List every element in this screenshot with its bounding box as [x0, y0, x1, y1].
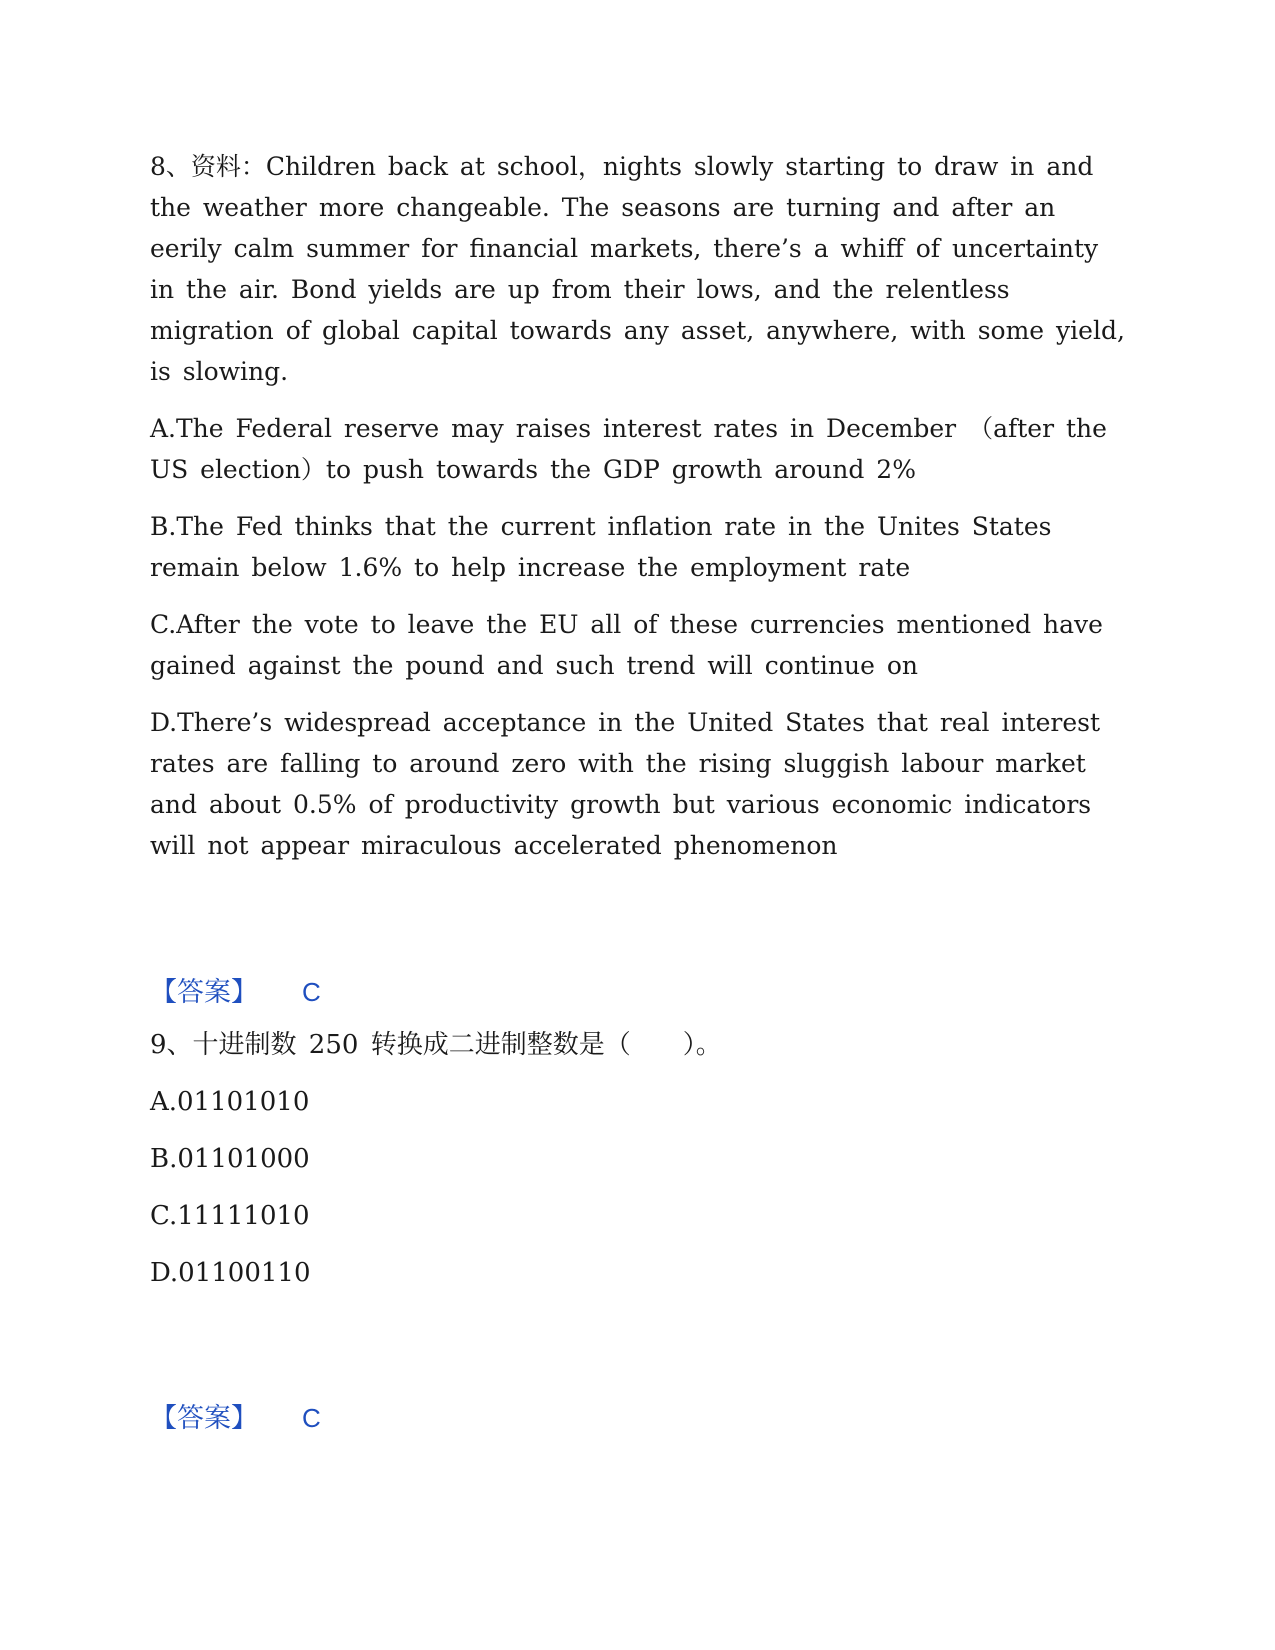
question-8-option-c: C.After the vote to leave the EU all of these currencies mentioned have gained against the pound and such trend will continue on [150, 610, 1103, 680]
answer-label: 【答案】 [150, 1403, 258, 1434]
question-8-option-b: B.The Fed thinks that the current inflation rate in the Unites States remain below 1.6% to help increase the employment rate [150, 512, 1052, 582]
document-page [150, 146, 1130, 1439]
question-8-stem: 8、资料：Children back at school，nights slowly starting to draw in and the weather more changeable. The seasons are turning and after an eerily calm summer for financial markets, there’s a whiff of uncertainty in the air. Bond yields are up from their lows, and the relentless migration of global capital towards any asset, anywhere, with some yield, is slowing. [150, 152, 1125, 386]
question-8 [150, 146, 1130, 1013]
question-9-option-d: D.01100110 [150, 1258, 311, 1288]
question-9-answer [150, 1398, 1130, 1439]
question-8-answer [150, 972, 1130, 1013]
answer-value: C [302, 977, 321, 1007]
question-8-option-d: D.There’s widespread acceptance in the United States that real interest rates are falling to around zero with the rising sluggish labour market and about 0.5% of productivity growth but various economic indicators will not appear miraculous accelerated phenomenon [150, 708, 1101, 860]
question-9-option-a: A.01101010 [150, 1087, 310, 1117]
question-9 [150, 1025, 1130, 1439]
question-8-option-a: A.The Federal reserve may raises interest rates in December （after the US election）to push towards the GDP growth around 2% [150, 414, 1107, 484]
question-9-stem: 9、十进制数 250 转换成二进制整数是（ ）。 [150, 1030, 722, 1060]
question-9-option-c: C.11111010 [150, 1201, 310, 1231]
answer-label: 【答案】 [150, 977, 258, 1008]
question-9-option-b: B.01101000 [150, 1144, 310, 1174]
answer-value: C [302, 1403, 321, 1433]
